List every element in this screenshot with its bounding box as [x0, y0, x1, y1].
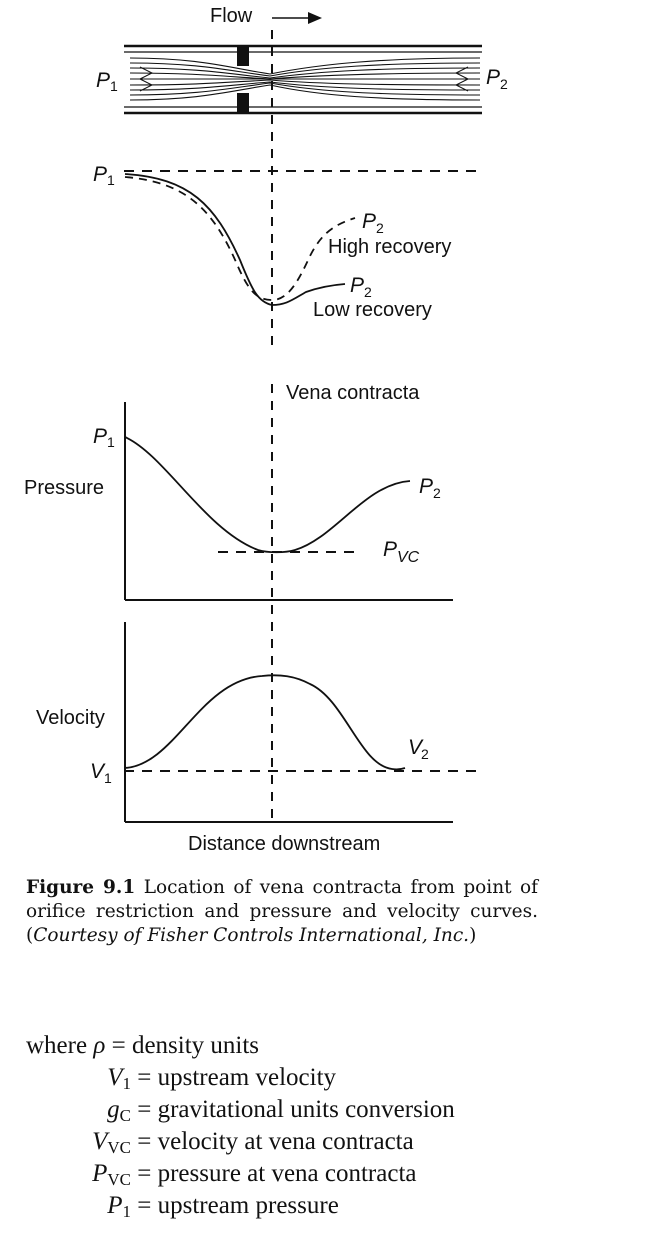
velocity-v2-sub: 2: [421, 746, 429, 762]
definition-row: [26, 1096, 455, 1128]
definition-meaning: pressure at vena contracta: [157, 1160, 417, 1187]
streamlines: [130, 58, 480, 100]
high-recovery-p2-label: P: [362, 210, 377, 233]
definition-row: [26, 1032, 259, 1064]
orifice-plate-bottom: [237, 93, 249, 113]
definition-sub: VC: [107, 1170, 131, 1189]
flow-label: Flow: [210, 5, 253, 27]
figure-caption: [26, 876, 538, 948]
pipe-outlet-sub: 2: [500, 76, 508, 92]
high-recovery-p2-sub: 2: [376, 220, 384, 236]
low-recovery-curve: [125, 174, 345, 305]
definition-equals: =: [131, 1160, 158, 1187]
velocity-v1-label: V: [90, 760, 105, 783]
definition-symbol: V: [92, 1128, 108, 1155]
definition-meaning: gravitational units conversion: [157, 1096, 455, 1123]
flow-arrow-icon: [272, 12, 322, 24]
definition-row: [26, 1160, 417, 1192]
velocity-v1-sub: 1: [104, 770, 112, 786]
definition-prefix: where: [26, 1032, 94, 1059]
definition-sub: 1: [122, 1074, 131, 1093]
definition-sub: 1: [122, 1202, 131, 1221]
definition-row: [26, 1192, 339, 1224]
x-axis-label: Distance downstream: [188, 833, 381, 855]
definition-meaning: upstream velocity: [157, 1064, 337, 1091]
pipe-inlet-sub: 1: [110, 78, 118, 94]
high-recovery-text: High recovery: [328, 236, 452, 258]
vena-contracta-label: Vena contracta: [286, 382, 420, 404]
definition-meaning: velocity at vena contracta: [157, 1128, 414, 1155]
pressure-pvc-label: P: [383, 538, 398, 561]
definition-row: [26, 1128, 414, 1160]
definition-symbol: P: [92, 1160, 108, 1187]
definition-row: [26, 1064, 336, 1096]
definition-equals: =: [105, 1032, 132, 1059]
recovery-p1-sub: 1: [107, 172, 115, 188]
orifice-plate-top: [237, 46, 249, 66]
velocity-curve: [125, 675, 405, 769]
definition-meaning: density units: [131, 1032, 260, 1059]
pressure-p1-label: P: [93, 425, 108, 448]
definition-sub: VC: [107, 1138, 131, 1157]
low-recovery-text: Low recovery: [313, 299, 432, 321]
definition-symbol: V: [107, 1064, 123, 1091]
pressure-p2-label: P: [419, 475, 434, 498]
low-recovery-p2-sub: 2: [364, 284, 372, 300]
definition-sub: C: [119, 1106, 131, 1125]
velocity-axis-label: Velocity: [36, 707, 105, 729]
pipe-inlet-label: P: [96, 69, 111, 92]
definition-equals: =: [131, 1096, 158, 1123]
pressure-axis-label: Pressure: [24, 477, 105, 499]
definition-equals: =: [131, 1192, 158, 1219]
definition-equals: =: [131, 1064, 158, 1091]
pressure-pvc-sub: VC: [397, 549, 420, 566]
definition-equals: =: [131, 1128, 158, 1155]
definition-symbol: ρ: [93, 1032, 106, 1059]
caption-close: ): [469, 925, 477, 946]
low-recovery-p2-label: P: [350, 274, 365, 297]
caption-text: Location of vena contracta from point of orifice restriction and pressure and velocity curves. (: [26, 877, 538, 946]
pipe-diagram: [124, 46, 482, 113]
definition-symbol: g: [107, 1096, 120, 1123]
pressure-curve: [125, 437, 410, 552]
caption-courtesy: Courtesy of Fisher Controls International, Inc.: [33, 925, 470, 946]
velocity-axes: [125, 622, 453, 822]
pressure-p2-sub: 2: [433, 485, 441, 501]
pressure-axes: [125, 402, 453, 600]
pipe-outlet-label: P: [486, 66, 501, 89]
pressure-p1-sub: 1: [107, 434, 115, 450]
velocity-v2-label: V: [408, 736, 423, 759]
high-recovery-curve: [125, 177, 355, 300]
recovery-p1-label: P: [93, 163, 108, 186]
definition-meaning: upstream pressure: [157, 1192, 339, 1219]
definition-symbol: P: [107, 1192, 123, 1219]
caption-label: Figure 9.1: [26, 877, 136, 898]
